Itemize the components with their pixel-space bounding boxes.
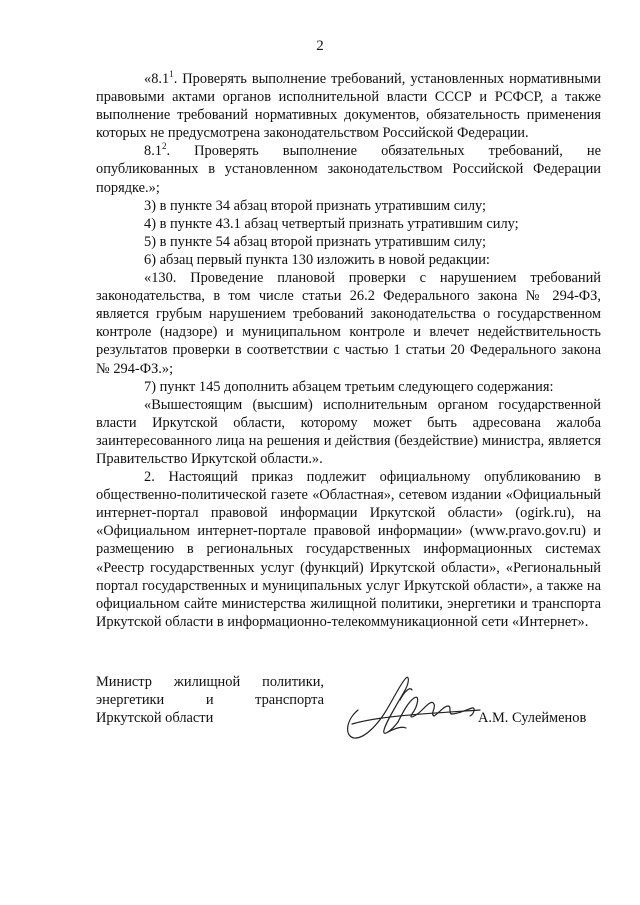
position-line: Иркутской области bbox=[96, 710, 214, 727]
paragraph: «130. Проведение плановой проверки с нарушением требований законодательства, в том числе статьи 26.2 Федерального закона № 294-ФЗ, является грубым нарушением требований законодательства о государственном контроле (надзоре) и муниципальном контроле и влечет недействительность результатов проверки в соответствии с частью 1 статьи 20 Федерального закона № 294-ФЗ.»; bbox=[96, 270, 601, 377]
page-number: 2 bbox=[316, 38, 324, 54]
paragraph: «Вышестоящим (высшим) исполнительным органом государственной власти Иркутской области, которому может быть адресована жалоба заинтересованного лица на решения и действия (бездействие) министра, является Правительство Иркутской области.». bbox=[96, 396, 601, 467]
paragraph: 6) абзац первый пункта 130 изложить в новой редакции: bbox=[144, 251, 490, 268]
paragraph: 7) пункт 145 дополнить абзацем третьим следующего содержания: bbox=[144, 378, 554, 395]
paragraph: 3) в пункте 34 абзац второй признать утратившим силу; bbox=[144, 197, 487, 214]
paragraph: 2. Настоящий приказ подлежит официальному опубликованию в общественно-политической газете «Областная», сетевом издании «Официальный интернет-портал правовой информации Иркутской области» (ogirk.ru), на «Официальном интернет-портале правовой информации» (www.pravo.gov.ru) и размещению в региональных государственных информационных системах «Реестр государственных услуг (функций) Иркутской области», «Региональный портал государственных и муниципальных услуг Иркутской области», а также на официальном сайте министерства жилищной политики, энергетики и транспорта Иркутской области в информационно-телекоммуникационной сети «Интернет». bbox=[96, 469, 601, 630]
paragraph: $8.1^2$. Проверять выполнение обязательных требований, не опубликованных в установленном законодательством Российской Федерации порядке.»; bbox=[96, 141, 601, 196]
signatory-position bbox=[96, 673, 324, 727]
position-line: Министр жилищной политики, bbox=[96, 674, 324, 690]
paragraph: «$8.1^1$. Проверять выполнение требований, установленных нормативными правовыми актами органов исполнительной власти СССР и РСФСР, а также выполнение требований нормативных документов, обязательность применения которых не предусмотрена законодательством Российской Федерации. bbox=[96, 69, 601, 142]
signatory-name: А.М. Сулейменов bbox=[478, 710, 587, 726]
document-body bbox=[96, 70, 601, 631]
paragraph: 5) в пункте 54 абзац второй признать утратившим силу; bbox=[144, 233, 487, 250]
paragraph: 4) в пункте 43.1 абзац четвертый признать утратившим силу; bbox=[144, 215, 519, 232]
position-line: энергетики и транспорта bbox=[96, 692, 324, 709]
handwritten-signature bbox=[340, 670, 490, 745]
